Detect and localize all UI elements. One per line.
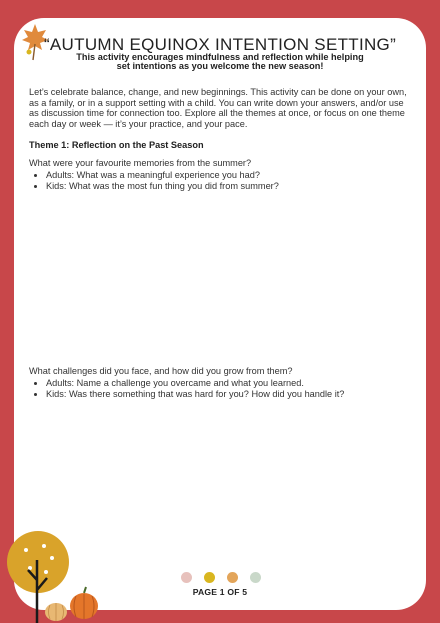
intro-paragraph: Let’s celebrate balance, change, and new beginnings. This activity can be done on your own, as a family, or in a support setting with a child. You can write down your answers, and/or use as discussion time for connection too. Explore all the themes at once, or focus on one theme each day or week — it’s your practice, and your pace. (29, 87, 407, 129)
question-text: What challenges did you face, and how did you grow from them? (29, 366, 293, 376)
theme-heading: Theme 1: Reflection on the Past Season (29, 140, 204, 150)
pumpkin-icon (45, 587, 98, 621)
question-block-2 (29, 366, 413, 401)
question-block-1 (29, 158, 413, 193)
kids-prompt: • Kids: Was there something that was hard for you? How did you handle it? (46, 389, 413, 401)
subtitle-line-1: This activity encourages mindfulness and reflection while helping (76, 52, 364, 62)
page-title: “AUTUMN EQUINOX INTENTION SETTING” (43, 35, 397, 54)
page-dot-1 (181, 572, 192, 583)
autumn-tree-icon (0, 520, 110, 623)
kids-prompt: • Kids: What was the most fun thing you did from summer? (46, 181, 413, 193)
page-dots (181, 572, 261, 583)
adults-prompt: • Adults: What was a meaningful experience you had? (46, 170, 413, 182)
adults-prompt: • Adults: Name a challenge you overcame and what you learned. (46, 378, 413, 390)
page-dot-4 (250, 572, 261, 583)
question-list (29, 378, 413, 401)
question-list (29, 170, 413, 193)
page-subtitle (70, 53, 370, 71)
page-dot-3 (227, 572, 238, 583)
page-dot-2 (204, 572, 215, 583)
question-text: What were your favourite memories from the summer? (29, 158, 252, 168)
subtitle-line-2: set intentions as you welcome the new season! (116, 61, 324, 71)
page-indicator: PAGE 1 OF 5 (192, 587, 248, 597)
